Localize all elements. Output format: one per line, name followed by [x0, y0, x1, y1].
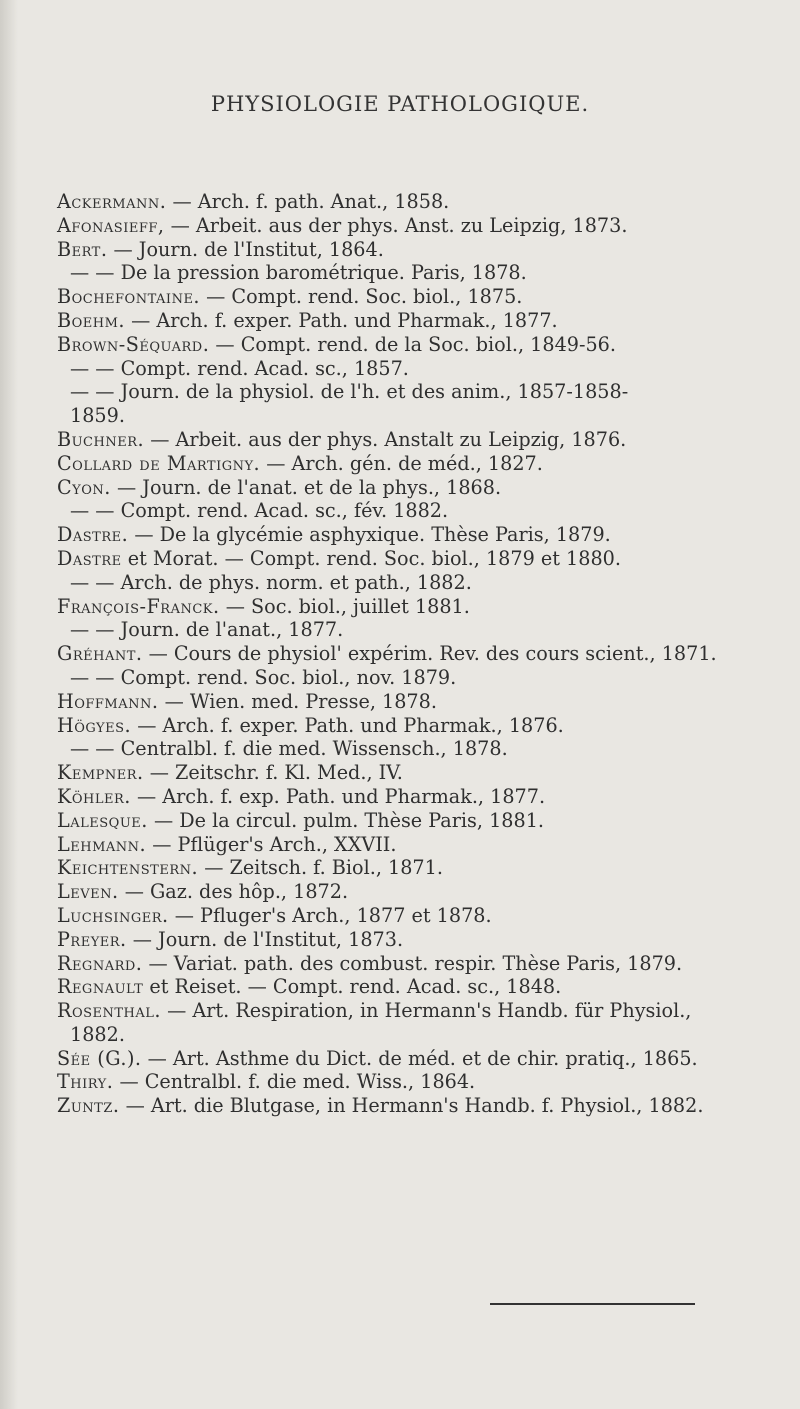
bibliography-entry — [30, 975, 790, 999]
entry-citation: — Centralbl. f. die med. Wiss., 1864. — [113, 1070, 476, 1094]
entry-citation: — Soc. biol., juillet 1881. — [219, 594, 470, 618]
bibliography-entry-continuation — [30, 380, 790, 404]
bibliography-entry-continuation — [30, 618, 790, 642]
entry-author: Ackermann. — [57, 190, 167, 213]
bibliography-entry — [30, 1047, 790, 1071]
bibliography-entry — [30, 880, 790, 904]
entry-author: Cyon. — [57, 475, 111, 499]
entry-author: Thiry. — [57, 1070, 114, 1094]
entry-author: Dastre. — [57, 523, 129, 547]
entry-citation: — — Compt. rend. Acad. sc., fév. 1882. — [70, 499, 449, 523]
bibliography-entry — [30, 595, 790, 619]
entry-citation: — Arbeit. aus der phys. Anst. zu Leipzig, 1873. — [164, 213, 628, 237]
entry-author: Zuntz. — [57, 1094, 120, 1118]
entry-author: Rosenthal. — [57, 999, 162, 1023]
entry-citation: et Morat. — Compt. rend. Soc. biol., 1879 et 1880. — [121, 546, 621, 570]
entry-author: Brown-Séquard. — [57, 332, 210, 356]
entry-citation: — Journ. de l'Institut, 1873. — [126, 927, 404, 951]
entry-author: Boehm. — [57, 308, 125, 332]
bibliography-entry — [30, 904, 790, 928]
entry-author: Regnard. — [57, 951, 143, 975]
bibliography-entry — [30, 833, 790, 857]
entry-citation: — — Journ. de la physiol. de l'h. et des anim., 1857-1858- — [70, 380, 629, 404]
bibliography-entry — [30, 238, 790, 262]
entry-author: Hoffmann. — [57, 689, 159, 713]
entry-citation: — — De la pression barométrique. Paris, 1878. — [70, 261, 527, 285]
bibliography-entry — [30, 809, 790, 833]
entry-citation: — De la glycémie asphyxique. Thèse Paris, 1879. — [128, 523, 611, 547]
bibliography-entry — [30, 1070, 790, 1094]
entry-citation: — Arch. f. exper. Path. und Pharmak., 1877. — [125, 308, 558, 332]
entry-citation: et Reiset. — Compt. rend. Acad. sc., 1848. — [143, 975, 562, 999]
bibliography-entry — [30, 761, 790, 785]
bibliography-entry — [30, 309, 790, 333]
entry-author: Leven. — [57, 880, 119, 904]
entry-author: Högyes. — [57, 713, 132, 737]
bibliography-entry — [30, 999, 790, 1023]
entry-citation: — Art. die Blutgase, in Hermann's Handb. f. Physiol., 1882. — [119, 1094, 704, 1118]
entry-citation: — Zeitsch. f. Biol., 1871. — [198, 856, 443, 880]
bibliography-entry — [30, 523, 790, 547]
bibliography-entry-wrap — [30, 404, 790, 428]
entry-author: Afonasieff, — [57, 213, 165, 237]
entry-author: François-Franck. — [57, 594, 220, 618]
entry-citation: — Arch. f. exper. Path. und Pharmak., 1876. — [131, 713, 564, 737]
entry-citation: — Art. Respiration, in Hermann's Handb. für Physiol., — [161, 999, 692, 1023]
entry-citation: — — Compt. rend. Soc. biol., nov. 1879. — [70, 665, 457, 689]
entry-citation: — Gaz. des hôp., 1872. — [118, 880, 349, 904]
bibliography-entry-continuation — [30, 499, 790, 523]
entry-citation: — Compt. rend. de la Soc. biol., 1849-56. — [209, 332, 616, 356]
entry-citation: — Arbeit. aus der phys. Anstalt zu Leipzig, 1876. — [144, 427, 627, 451]
entry-citation: — — Arch. de phys. norm. et path., 1882. — [70, 570, 472, 594]
entry-author: Kempner. — [57, 761, 144, 785]
bibliography-entry — [30, 428, 790, 452]
entry-citation: — Compt. rend. Soc. biol., 1875. — [200, 285, 523, 309]
bibliography-entry — [30, 1094, 790, 1118]
bibliography-list — [30, 190, 790, 1118]
entry-citation: — Wien. med. Presse, 1878. — [158, 689, 437, 713]
entry-citation: — Pflüger's Arch., XXVII. — [146, 832, 397, 856]
bibliography-entry — [30, 856, 790, 880]
bibliography-entry-continuation — [30, 666, 790, 690]
entry-author: Preyer. — [57, 927, 127, 951]
entry-citation: — Journ. de l'Institut, 1864. — [107, 237, 384, 261]
bibliography-entry — [30, 547, 790, 571]
entry-citation: — Arch. f. exp. Path. und Pharmak., 1877. — [130, 784, 546, 808]
entry-author: Keichtenstern. — [57, 856, 199, 880]
bibliography-entry-wrap — [30, 1023, 790, 1047]
bibliography-entry — [30, 214, 790, 238]
bibliography-entry — [30, 285, 790, 309]
bibliography-entry-continuation — [30, 571, 790, 595]
entry-author: Regnault — [57, 975, 144, 999]
entry-author: Buchner. — [57, 427, 145, 451]
bibliography-entry — [30, 928, 790, 952]
bibliography-entry — [30, 190, 790, 214]
entry-author: Lehmann. — [57, 832, 147, 856]
entry-author: Gréhant. — [57, 642, 143, 666]
entry-author: Dastre — [57, 546, 122, 570]
entry-author: Luchsinger. — [57, 903, 169, 927]
bibliography-entry — [30, 952, 790, 976]
entry-citation: — Cours de physiol' expérim. Rev. des cours scient., 1871. — [142, 642, 717, 666]
page-edge-shadow — [0, 0, 18, 1409]
entry-citation: — De la circul. pulm. Thèse Paris, 1881. — [147, 808, 545, 832]
entry-author: Bert. — [57, 237, 108, 261]
bibliography-entry — [30, 785, 790, 809]
entry-author: Bochefontaine. — [57, 285, 201, 309]
bibliography-entry-continuation — [30, 261, 790, 285]
bibliography-entry — [30, 476, 790, 500]
entry-citation: — — Centralbl. f. die med. Wissensch., 1878. — [70, 737, 508, 761]
bibliography-entry — [30, 690, 790, 714]
bibliography-entry — [30, 333, 790, 357]
bibliography-entry — [30, 714, 790, 738]
entry-author: Köhler. — [57, 784, 131, 808]
entry-citation: — Journ. de l'anat. et de la phys., 1868. — [110, 475, 502, 499]
entry-citation: — Zeitschr. f. Kl. Med., IV. — [143, 761, 403, 785]
entry-author: Lalesque. — [57, 808, 148, 832]
entry-citation: — — Compt. rend. Acad. sc., 1857. — [70, 356, 409, 380]
bibliography-entry-continuation — [30, 737, 790, 761]
entry-citation: — Pfluger's Arch., 1877 et 1878. — [168, 903, 492, 927]
entry-author: Collard de Martigny. — [57, 451, 261, 475]
bibliography-entry-continuation — [30, 357, 790, 381]
entry-citation: — Arch. gén. de méd., 1827. — [260, 451, 543, 475]
entry-citation: 1882. — [70, 1022, 125, 1046]
bibliography-entry — [30, 452, 790, 476]
entry-citation: — Variat. path. des combust. respir. Thèse Paris, 1879. — [142, 951, 683, 975]
running-head: PHYSIOLOGIE PATHOLOGIQUE. — [210, 92, 590, 116]
entry-citation: 1859. — [70, 404, 125, 428]
entry-citation: — Arch. f. path. Anat., 1858. — [166, 190, 450, 213]
bibliography-entry — [30, 642, 790, 666]
entry-citation: — Art. Asthme du Dict. de méd. et de chir. pratiq., 1865. — [141, 1046, 698, 1070]
entry-citation: — — Journ. de l'anat., 1877. — [70, 618, 344, 642]
closing-rule — [490, 1303, 695, 1305]
entry-author: Sée (G.). — [57, 1046, 142, 1070]
